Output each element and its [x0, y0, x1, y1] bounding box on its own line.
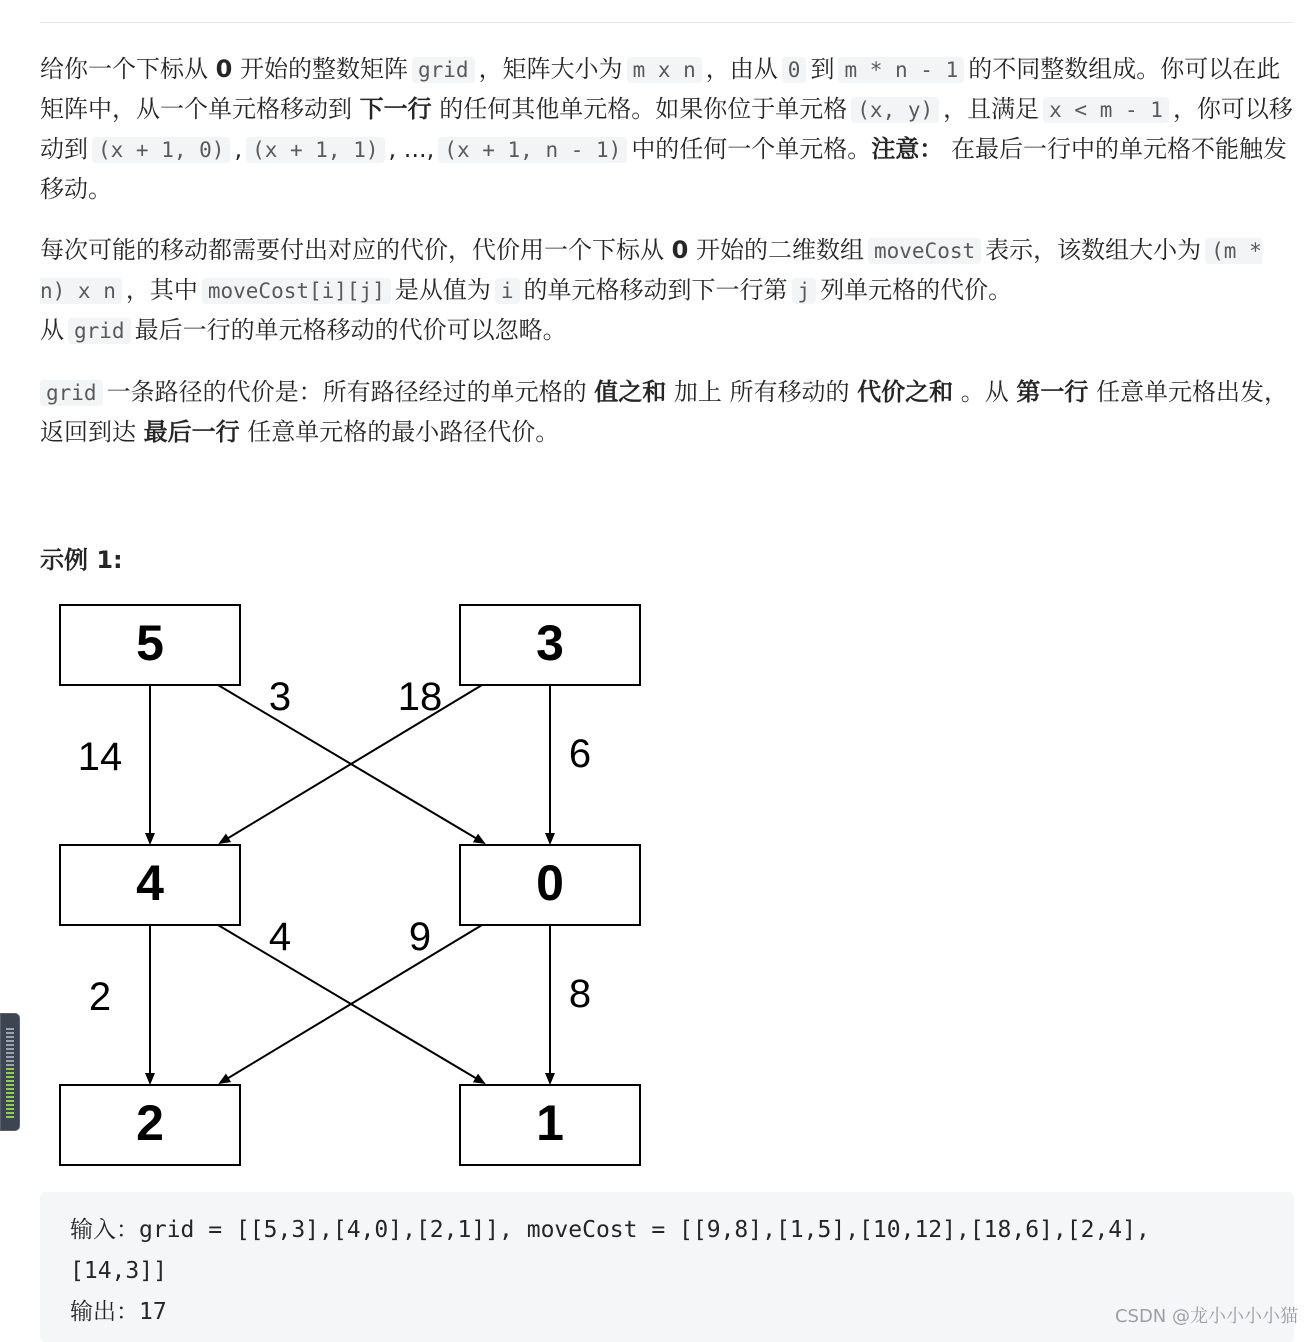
inline-code: moveCost — [868, 238, 981, 264]
text: , — [234, 135, 243, 163]
inline-code: (x + 1, n - 1) — [438, 137, 627, 163]
text: ，你可以移动到 — [40, 95, 1293, 163]
cell-value: 5 — [136, 615, 164, 671]
inline-code: (m * n) x n — [40, 239, 1262, 303]
edge-cost-label: 2 — [88, 975, 112, 1019]
inline-code: 0 — [782, 57, 807, 83]
side-floating-widget[interactable] — [0, 1013, 20, 1131]
bold-text: 注意： — [871, 135, 944, 163]
inline-code: (x + 1, 0) — [92, 137, 230, 163]
bold-text: 0 — [215, 55, 233, 83]
inline-code: grid — [40, 380, 103, 406]
inline-code: x < m - 1 — [1043, 97, 1169, 123]
bold-text: 下一行 — [359, 95, 432, 123]
text: 是从值为 — [394, 276, 491, 304]
text: 任意单元格出发，返回到达 — [40, 378, 1289, 446]
text: 的单元格移动到下一行第 — [523, 276, 788, 304]
edge-cost-label: 14 — [77, 735, 123, 779]
text: ，且满足 — [943, 95, 1040, 123]
text: ，矩阵大小为 — [478, 55, 623, 83]
inline-code: m x n — [627, 57, 702, 83]
edge-cost-label: 8 — [568, 972, 592, 1016]
text: 从 — [40, 316, 64, 344]
text: 每次可能的移动都需要付出对应的代价，代价用一个下标从 — [40, 236, 664, 264]
text: 的任何其他单元格。如果你位于单元格 — [439, 95, 848, 123]
example-io-block — [40, 1192, 1294, 1342]
meter-level — [6, 1068, 14, 1118]
inline-code: grid — [68, 318, 131, 344]
paragraph-2 — [40, 231, 1294, 351]
edge-cost-label: 4 — [268, 915, 292, 959]
text: 一条路径的代价是：所有路径经过的单元格的 — [106, 378, 587, 406]
text: 到 — [810, 55, 835, 83]
text: 加上 所有移动的 — [673, 378, 850, 406]
text: ，由从 — [705, 55, 778, 83]
cell-value: 2 — [136, 1095, 164, 1151]
inline-code: i — [495, 278, 520, 304]
example-output: 输出：17 — [70, 1299, 167, 1325]
grid-path-diagram — [40, 595, 660, 1175]
paragraph-1 — [40, 50, 1294, 209]
text: 任意单元格的最小路径代价。 — [247, 418, 560, 446]
bold-text: 代价之和 — [857, 378, 954, 406]
inline-code: grid — [412, 57, 475, 83]
inline-code: (x + 1, 1) — [246, 137, 384, 163]
text: 表示，该数组大小为 — [985, 236, 1202, 264]
edge-cost-label: 18 — [397, 675, 443, 719]
inline-code: m * n - 1 — [838, 57, 964, 83]
paragraph-3 — [40, 373, 1294, 452]
edge-cost-label: 6 — [568, 732, 592, 776]
problem-description — [40, 50, 1294, 474]
bold-text: 值之和 — [594, 378, 667, 406]
cell-value: 4 — [136, 855, 164, 911]
edge-cost-label: 9 — [408, 915, 432, 959]
bold-text: 0 — [671, 236, 689, 264]
inline-code: j — [792, 278, 817, 304]
top-divider — [40, 22, 1294, 23]
text: 中的任何一个单元格。 — [631, 135, 872, 163]
cell-value: 1 — [536, 1095, 564, 1151]
text: 。从 — [960, 378, 1009, 406]
text: 开始的整数矩阵 — [239, 55, 408, 83]
example-input-continued: [14,3]] — [70, 1258, 167, 1284]
watermark: CSDN @龙小小小小猫 — [1114, 1306, 1298, 1327]
cell-value: 3 — [536, 615, 564, 671]
bold-text: 第一行 — [1016, 378, 1089, 406]
cell-value: 0 — [536, 855, 564, 911]
text: 开始的二维数组 — [695, 236, 864, 264]
inline-code: (x, y) — [851, 97, 939, 123]
text: , ..., — [388, 135, 435, 163]
edge-cost-label: 3 — [268, 675, 292, 719]
example-input: 输入：grid = [[5,3],[4,0],[2,1]], moveCost = [[9,8],[1,5],[10,12],[18,6],[2,4], — [70, 1217, 1150, 1243]
bold-text: 最后一行 — [143, 418, 240, 446]
text: 的不同整数组成。你可以在此矩阵中，从一个单元格移动到 — [40, 55, 1281, 123]
example-title: 示例 1: — [40, 546, 123, 574]
text: 在最后一行中的单元格不能触发移动。 — [40, 135, 1287, 203]
text: 列单元格的代价。 — [820, 276, 1013, 304]
text: ，其中 — [125, 276, 198, 304]
text: 最后一行的单元格移动的代价可以忽略。 — [134, 316, 567, 344]
text: 给你一个下标从 — [40, 55, 208, 83]
inline-code: moveCost[i][j] — [202, 278, 391, 304]
